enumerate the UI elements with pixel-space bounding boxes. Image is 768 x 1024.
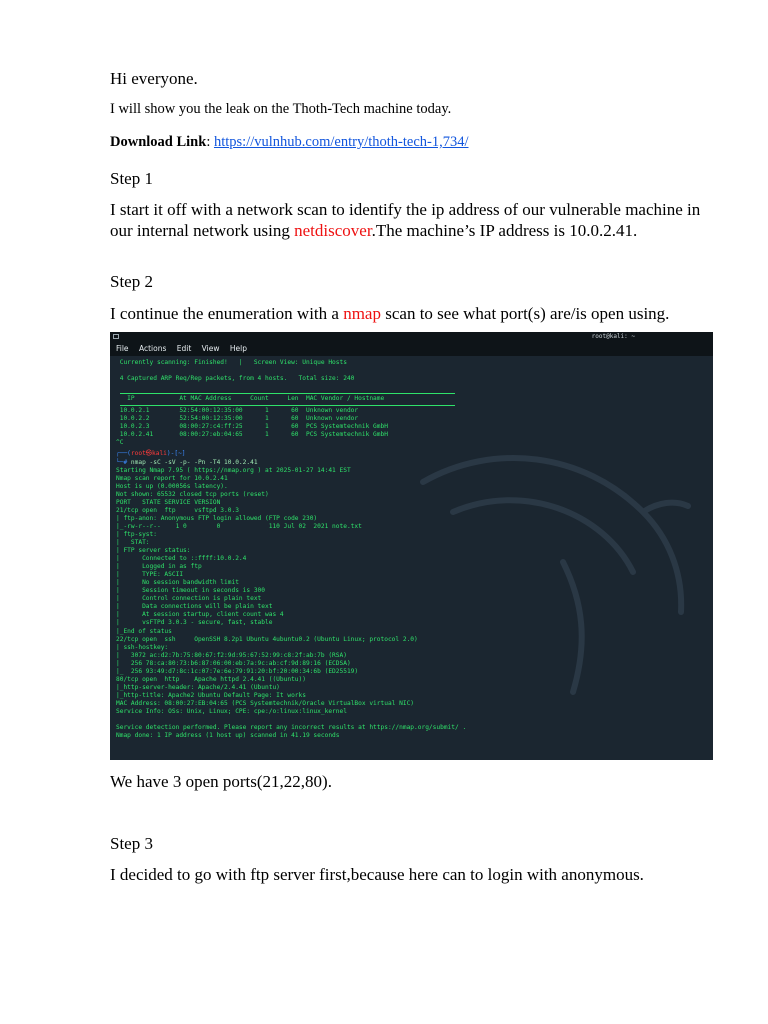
download-label: Download Link: [110, 134, 207, 150]
table-divider: [120, 393, 455, 394]
nmap-line: | 256 78:ca:80:73:b6:87:06:00:eb:7a:9c:ab:cf:9d:89:16 (ECDSA): [116, 659, 351, 667]
terminal-window-title: root@kali: ~: [591, 333, 635, 340]
prompt-line: [116, 450, 707, 458]
host-row: 10.0.2.1 52:54:00:12:35:00 1 60 Unknown vendor: [116, 407, 359, 415]
prompt-open: ┌──(: [116, 450, 131, 458]
nmap-line: | Logged in as ftp: [116, 563, 202, 571]
nmap-line: MAC Address: 08:00:27:EB:04:65 (PCS Systemtechnik/Oracle VirtualBox virtual NIC): [116, 699, 415, 707]
menu-view[interactable]: View: [201, 344, 220, 353]
host-row: 10.0.2.41 08:00:27:eb:04:65 1 60 PCS Systemtechnik GmbH: [116, 431, 388, 439]
nmap-line: | Session timeout in seconds is 300: [116, 587, 266, 595]
download-line: [110, 133, 469, 151]
nmap-line: Host is up (0.00056s latency).: [116, 482, 228, 490]
step1-text: [110, 199, 710, 241]
nmap-line: [116, 716, 707, 724]
prompt-hash: └─#: [116, 458, 131, 466]
step2-title: Step 2: [110, 272, 153, 291]
step3-text: I decided to go with ftp server first,because here can to login with anonymous.: [110, 865, 644, 884]
terminal-titlebar: [110, 332, 713, 342]
nmap-line: |_ 256 93:49:d7:8c:1c:07:7e:6e:79:91:20:bf:20:00:34:6b (ED25519): [116, 667, 359, 675]
nmap-line: | ftp-anon: Anonymous FTP login allowed (FTP code 230): [116, 514, 318, 522]
nmap-line: | No session bandwidth limit: [116, 579, 239, 587]
step1-title: Step 1: [110, 169, 153, 188]
netdiscover-line: [116, 383, 707, 391]
terminal-screenshot: [110, 332, 713, 760]
nmap-line: Not shown: 65532 closed tcp ports (reset): [116, 490, 269, 498]
command-text: nmap -sC -sV -p- -Pn -T4 10.0.2.41: [130, 458, 258, 466]
nmap-line: | Control connection is plain text: [116, 595, 262, 603]
step1-text-b: .The machine’s IP address is 10.0.2.41.: [371, 221, 638, 240]
host-row: 10.0.2.2 52:54:00:12:35:00 1 60 Unknown vendor: [116, 415, 359, 423]
nmap-line: | ftp-syst:: [116, 530, 157, 538]
netdiscover-line: 4 Captured ARP Req/Rep packets, from 4 hosts. Total size: 240: [116, 375, 355, 383]
step2-text: [110, 303, 669, 324]
nmap-line: PORT STATE SERVICE VERSION: [116, 498, 221, 506]
nmap-line: |_http-title: Apache2 Ubuntu Default Page: It works: [116, 691, 306, 699]
step3-title: Step 3: [110, 834, 153, 853]
nmap-line: Nmap done: 1 IP address (1 host up) scanned in 41.19 seconds: [116, 732, 340, 740]
step1-text-a: I start it off with a network scan to identify the ip address of our vulnerable machine in our internal network using: [110, 200, 701, 240]
nmap-line: | STAT:: [116, 538, 150, 546]
nmap-line: 21/tcp open ftp vsftpd 3.0.3: [116, 506, 239, 514]
prompt-close: )-[~]: [166, 450, 186, 458]
terminal-icon: [113, 334, 119, 339]
download-link[interactable]: https://vulnhub.com/entry/thoth-tech-1,734/: [213, 134, 469, 150]
nmap-line: | 3072 ac:d2:7b:75:80:67:f2:9d:95:67:52:99:c8:2f:ab:7b (RSA): [116, 651, 347, 659]
prompt-user: root㉿kali: [130, 450, 167, 458]
nmap-line: | ssh-hostkey:: [116, 643, 169, 651]
terminal-menubar: [110, 342, 713, 356]
netdiscover-line: Currently scanning: Finished! | Screen View: Unique Hosts: [116, 359, 347, 366]
nmap-output: [116, 467, 707, 741]
nmap-line: | At session startup, client count was 4: [116, 611, 284, 619]
interrupt-line: ^C: [116, 439, 124, 447]
nmap-line: | vsFTPd 3.0.3 - secure, fast, stable: [116, 619, 273, 627]
nmap-line: | Data connections will be plain text: [116, 603, 273, 611]
nmap-line: 80/tcp open http Apache httpd 2.4.41 ((Ubuntu)): [116, 675, 306, 683]
netdiscover-line: [116, 367, 707, 375]
netdiscover-header: IP At MAC Address Count Len MAC Vendor / Hostname: [116, 395, 385, 403]
open-ports-text: We have 3 open ports(21,22,80).: [110, 772, 332, 791]
nmap-line: Service Info: OSs: Unix, Linux; CPE: cpe:/o:linux:linux_kernel: [116, 707, 347, 715]
menu-help[interactable]: Help: [229, 344, 247, 353]
nmap-line: 22/tcp open ssh OpenSSH 8.2p1 Ubuntu 4ubuntu0.2 (Ubuntu Linux; protocol 2.0): [116, 635, 418, 643]
nmap-line: |_End of status: [116, 627, 172, 635]
greeting: Hi everyone.: [110, 69, 198, 88]
step2-text-a: I continue the enumeration with a: [110, 304, 344, 323]
nmap-line: |_-rw-r--r-- 1 0 0 110 Jul 02 2021 note.txt: [116, 522, 362, 530]
nmap-line: Starting Nmap 7.95 ( https://nmap.org ) at 2025-01-27 14:41 EST: [116, 466, 351, 474]
step2-text-b: scan to see what port(s) are/is open using.: [380, 304, 670, 323]
download-separator: :: [206, 134, 214, 150]
nmap-line: Service detection performed. Please report any incorrect results at https://nmap.org/submit/ .: [116, 724, 467, 732]
terminal-output[interactable]: [110, 356, 713, 760]
menu-file[interactable]: File: [116, 344, 129, 353]
menu-edit[interactable]: Edit: [176, 344, 192, 353]
step2-tool: nmap: [343, 304, 381, 323]
nmap-line: Nmap scan report for 10.0.2.41: [116, 474, 228, 482]
nmap-line: | TYPE: ASCII: [116, 571, 184, 579]
nmap-line: | FTP server status:: [116, 547, 191, 555]
table-divider: [120, 405, 455, 406]
nmap-line: |_http-server-header: Apache/2.4.41 (Ubuntu): [116, 683, 280, 691]
intro-text: I will show you the leak on the Thoth-Tech machine today.: [110, 101, 452, 117]
menu-actions[interactable]: Actions: [138, 344, 167, 353]
step1-tool: netdiscover: [294, 221, 372, 240]
command-line: [116, 459, 707, 467]
nmap-line: | Connected to ::ffff:10.0.2.4: [116, 555, 247, 563]
host-row: 10.0.2.3 08:00:27:c4:ff:25 1 60 PCS Systemtechnik GmbH: [116, 423, 388, 431]
